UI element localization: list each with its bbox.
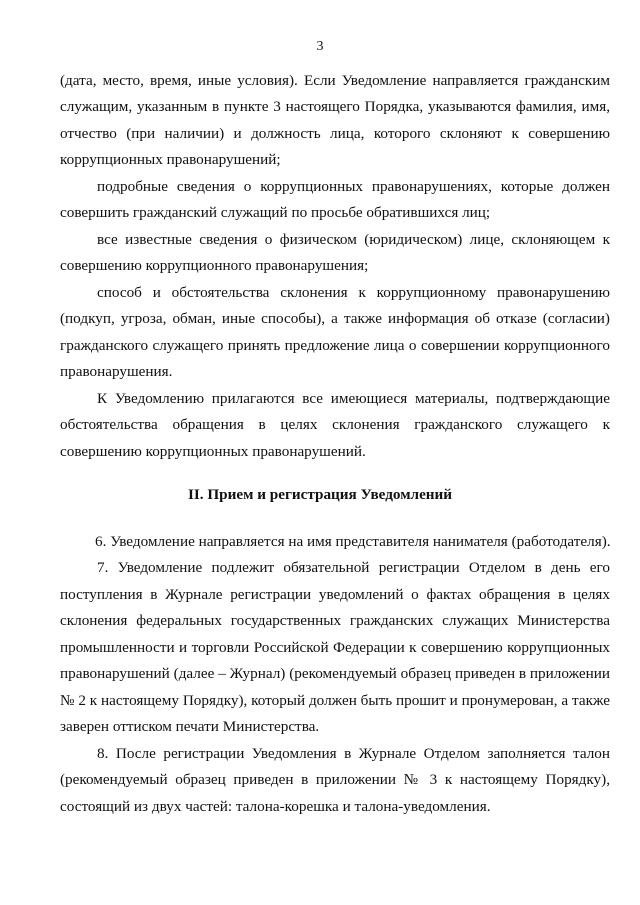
paragraph-line: (подкуп, угроза, обман, иные способы), а также информация об отказе (согласии) bbox=[60, 310, 610, 327]
paragraph-line: № 2 к настоящему Порядку), который должен быть прошит и пронумерован, а также bbox=[60, 692, 610, 709]
paragraph-line: (рекомендуемый образец приведен в приложении № 3 к настоящему Порядку), bbox=[60, 771, 610, 788]
page-number: 3 bbox=[316, 39, 324, 54]
paragraph-line: подробные сведения о коррупционных правонарушениях, которые должен bbox=[97, 178, 610, 195]
paragraph-line: (дата, место, время, иные условия). Если Уведомление направляется гражданским bbox=[60, 72, 610, 89]
paragraph-line: поступления в Журнале регистрации уведомлений о фактах обращения в целях bbox=[60, 586, 610, 603]
paragraph-line: 7. Уведомление подлежит обязательной регистрации Отделом в день его bbox=[97, 559, 610, 576]
paragraph-line: служащим, указанным в пункте 3 настоящего Порядка, указываются фамилия, имя, bbox=[60, 98, 610, 115]
paragraph-line: состоящий из двух частей: талона-корешка и талона-уведомления. bbox=[60, 798, 491, 815]
paragraph-line: отчество (при наличии) и должность лица, которого склоняют к совершению bbox=[60, 125, 610, 142]
paragraph-line: совершению коррупционных правонарушений. bbox=[60, 443, 366, 460]
paragraph-line: 6. Уведомление направляется на имя представителя нанимателя (работодателя). bbox=[95, 533, 611, 550]
paragraph-line: обстоятельства обращения в целях склонения гражданского служащего к bbox=[60, 416, 610, 433]
paragraph-line: совершить гражданский служащий по просьбе обратившихся лиц; bbox=[60, 204, 491, 221]
paragraph-line: правонарушения. bbox=[60, 363, 173, 380]
section-heading: II. Прием и регистрация Уведомлений bbox=[187, 486, 453, 503]
paragraph-line: промышленности и торговли Российской Федерации к совершению коррупционных bbox=[60, 639, 610, 656]
paragraph-line: способ и обстоятельства склонения к коррупционному правонарушению bbox=[97, 284, 610, 301]
paragraph-line: правонарушений (далее – Журнал) (рекомендуемый образец приведен в приложении bbox=[60, 665, 610, 682]
paragraph-line: заверен оттиском печати Министерства. bbox=[60, 718, 320, 735]
paragraph-line: совершению коррупционного правонарушения; bbox=[60, 257, 369, 274]
paragraph-line: все известные сведения о физическом (юридическом) лице, склоняющем к bbox=[97, 231, 610, 248]
paragraph-line: коррупционных правонарушений; bbox=[60, 151, 281, 168]
paragraph-line: склонения федеральных государственных гражданских служащих Министерства bbox=[60, 612, 610, 629]
paragraph-line: 8. После регистрации Уведомления в Журнале Отделом заполняется талон bbox=[97, 745, 610, 762]
paragraph-line: К Уведомлению прилагаются все имеющиеся материалы, подтверждающие bbox=[97, 390, 610, 407]
paragraph-line: гражданского служащего принять предложение лица о совершении коррупционного bbox=[60, 337, 610, 354]
